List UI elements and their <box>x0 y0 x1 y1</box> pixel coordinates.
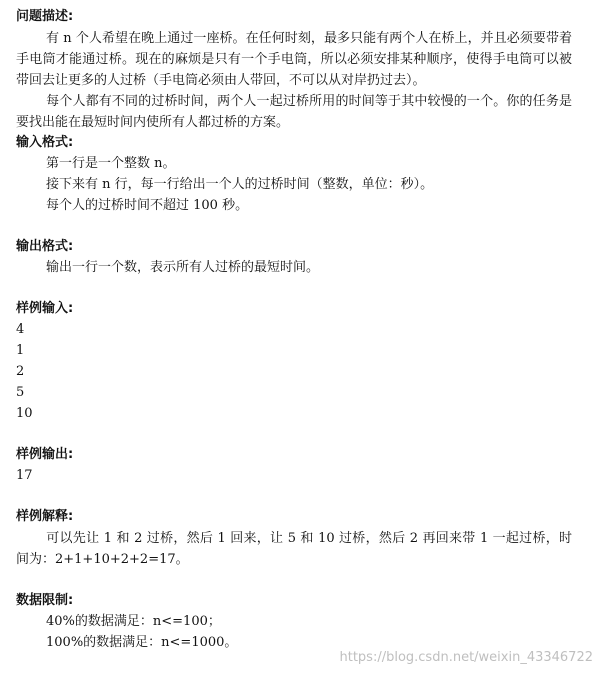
explanation-heading: 样例解释: <box>16 509 74 524</box>
watermark-url: https://blog.csdn.net/weixin_43346722 <box>339 650 593 665</box>
problem-paragraph-2-text: 每个人都有不同的过桥时间，两个人一起过桥所用的时间等于其中较慢的一个。你的任务是要找出能在最短时间内使所有人都过桥的方案。 <box>16 94 572 130</box>
constraints-line-2: 100%的数据满足：n<=1000。 <box>46 635 238 650</box>
explanation-text: 可以先让 1 和 2 过桥，然后 1 回来，让 5 和 10 过桥，然后 2 再回来带 1 一起过桥，时间为：2+1+10+2+2=17。 <box>16 531 572 567</box>
sample-input-line-4: 5 <box>16 385 25 400</box>
constraints-heading: 数据限制: <box>16 593 74 608</box>
constraints-line-1: 40%的数据满足：n<=100； <box>46 614 221 629</box>
input-format-line-1: 第一行是一个整数 n。 <box>46 156 176 171</box>
input-format-line-3: 每个人的过桥时间不超过 100 秒。 <box>46 198 249 213</box>
output-format-heading: 输出格式: <box>16 239 74 254</box>
sample-input-line-1: 4 <box>16 322 25 337</box>
sample-output-value: 17 <box>16 468 33 483</box>
explanation-paragraph <box>16 528 572 570</box>
sample-input-line-5: 10 <box>16 406 33 421</box>
sample-input-line-2: 1 <box>16 343 25 358</box>
sample-output-heading: 样例输出: <box>16 447 74 462</box>
sample-input-heading: 样例输入: <box>16 301 74 316</box>
input-format-heading: 输入格式: <box>16 135 74 150</box>
problem-paragraph-1-text: 有 n 个人希望在晚上通过一座桥。在任何时刻，最多只能有两个人在桥上，并且必须要带着手电筒才能通过桥。现在的麻烦是只有一个手电筒，所以必须安排某种顺序，使得手电筒可以被带回去让更多的人过桥（手电筒必须由人带回，不可以从对岸扔过去）。 <box>16 31 572 88</box>
output-format-line: 输出一行一个数，表示所有人过桥的最短时间。 <box>46 260 320 275</box>
problem-heading: 问题描述: <box>16 9 74 24</box>
input-format-line-2: 接下来有 n 行，每一行给出一个人的过桥时间（整数，单位：秒）。 <box>46 177 434 192</box>
problem-paragraph-1 <box>16 28 572 91</box>
sample-input-line-3: 2 <box>16 364 25 379</box>
problem-paragraph-2 <box>16 91 572 133</box>
